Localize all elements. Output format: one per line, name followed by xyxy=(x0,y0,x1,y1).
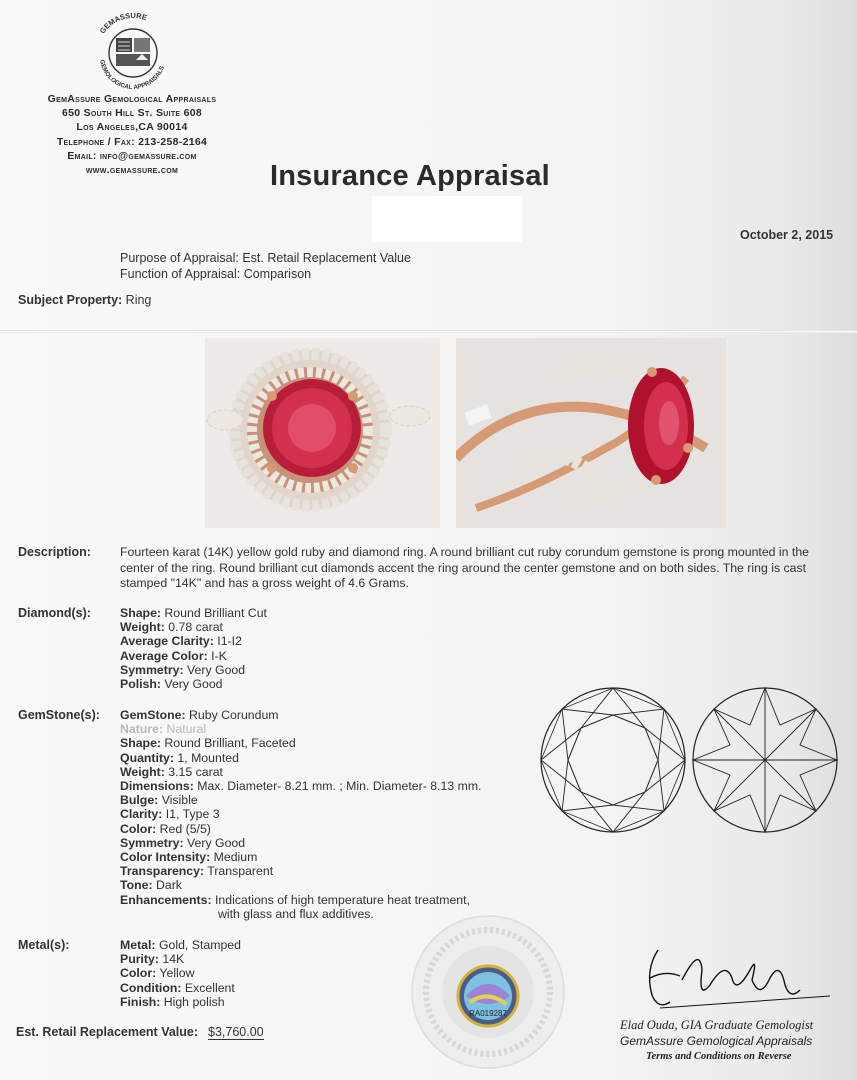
field-value: I1, Type 3 xyxy=(165,807,220,822)
field-key: Clarity: xyxy=(120,807,163,822)
purpose-value: Est. Retail Replacement Value xyxy=(242,251,411,265)
field-key: Tone: xyxy=(120,878,153,893)
metal-row xyxy=(120,952,241,966)
function-label: Function of Appraisal: xyxy=(120,267,241,281)
function-value: Comparison xyxy=(243,267,312,281)
field-value: 3.15 carat xyxy=(168,764,223,779)
gemstone-row xyxy=(120,850,481,864)
field-value: 14K xyxy=(162,952,185,967)
svg-text:GEMOLOGICAL APPRAISALS: GEMOLOGICAL APPRAISALS xyxy=(98,59,167,92)
gemstone-row xyxy=(120,751,481,765)
company-name: GemAssure Gemological Appraisals xyxy=(47,93,217,105)
pavilion-facet-diagram xyxy=(690,685,840,835)
estimate-label: Est. Retail Replacement Value: xyxy=(16,1025,199,1039)
field-value: Dark xyxy=(155,878,182,893)
field-key: GemStone: xyxy=(120,708,186,722)
field-value: Very Good xyxy=(164,677,223,692)
field-key: Shape: xyxy=(120,736,161,751)
page-title: Insurance Appraisal xyxy=(270,160,550,192)
metal-row xyxy=(120,995,241,1009)
paper-fold xyxy=(0,330,857,333)
field-key: Finish: xyxy=(120,994,161,1009)
diamond-row xyxy=(120,649,267,663)
field-value: with glass and flux additives. xyxy=(218,906,374,921)
diamond-row xyxy=(120,634,267,648)
terms-note: Terms and Conditions on Reverse xyxy=(646,1051,792,1062)
diamonds-details xyxy=(120,606,267,691)
gemstone-row xyxy=(120,722,481,736)
description-text: Fourteen karat (14K) yellow gold ruby and diamond ring. A round brilliant cut ruby corundum gemstone is prong mounted in the center of the ring. Round brilliant cut diamonds accent the ring around the center gemstone and on both sides. The ring is cast stamped "14K" and has a gross weight of 4.6 Grams. xyxy=(120,545,810,590)
field-value: Yellow xyxy=(159,966,195,981)
field-key: Transparency: xyxy=(120,864,205,879)
appraisal-date: October 2, 2015 xyxy=(740,228,834,242)
company-address-block xyxy=(12,92,252,177)
diamond-row xyxy=(120,677,267,691)
field-key: Symmetry: xyxy=(120,835,184,850)
metal-row xyxy=(120,966,241,980)
field-key: Average Color: xyxy=(120,648,208,663)
field-value: 0.78 carat xyxy=(168,620,223,635)
field-key: Weight: xyxy=(120,620,165,635)
field-value: I1-I2 xyxy=(217,634,242,649)
field-key: Color: xyxy=(120,821,157,836)
field-key: Purity: xyxy=(120,952,159,967)
gemstone-row xyxy=(120,836,481,850)
gemstone-row xyxy=(120,807,481,821)
subject-value: Ring xyxy=(125,293,152,307)
website-line: www.gemassure.com xyxy=(85,164,179,177)
address-line-1: 650 South Hill St. Suite 608 xyxy=(61,107,203,120)
field-key: Shape: xyxy=(120,606,161,620)
field-key: Weight: xyxy=(120,764,165,779)
metal-row xyxy=(120,938,241,952)
ring-photo-top-view xyxy=(205,338,440,528)
field-key: Nature: xyxy=(120,722,164,737)
gemstone-row xyxy=(120,765,481,779)
field-key: Dimensions: xyxy=(120,779,194,794)
metal-row xyxy=(120,981,241,995)
phone-line: Telephone / Fax: 213-258-2164 xyxy=(56,135,208,148)
field-value: Natural xyxy=(166,722,207,737)
field-key: Enhancements: xyxy=(120,892,212,907)
field-value: I-K xyxy=(211,648,227,663)
subject-property xyxy=(18,293,151,307)
field-value: Excellent xyxy=(184,980,235,995)
gemstone-row xyxy=(120,893,481,907)
diamond-row xyxy=(120,606,267,620)
gemstone-label: GemStone(s): xyxy=(18,708,100,722)
field-key: Bulge: xyxy=(120,793,159,808)
gemstone-row xyxy=(120,864,481,878)
gemassure-logo xyxy=(88,8,178,94)
field-value: Visible xyxy=(161,793,198,808)
svg-text:GEMASSURE: GEMASSURE xyxy=(97,10,149,36)
gemstone-row xyxy=(120,708,481,722)
address-line-2: Los Angeles,CA 90014 xyxy=(76,121,188,134)
field-value: Gold, Stamped xyxy=(158,938,241,952)
field-value: Very Good xyxy=(186,835,246,850)
gemstone-row xyxy=(120,779,481,793)
field-key: Color: xyxy=(120,966,157,981)
field-key: Polish: xyxy=(120,677,161,692)
gemstone-details xyxy=(120,708,481,921)
signer-company: GemAssure Gemological Appraisals xyxy=(620,1034,813,1048)
field-key: Symmetry: xyxy=(120,662,184,677)
estimate-value: $3,760.00 xyxy=(208,1025,264,1039)
redacted-area xyxy=(372,196,522,242)
field-key: Quantity: xyxy=(120,750,174,765)
subject-label: Subject Property: xyxy=(18,293,123,307)
field-key: Average Clarity: xyxy=(120,634,214,649)
diamond-row xyxy=(120,620,267,634)
field-key: Metal: xyxy=(120,938,156,952)
field-value: Red (5/5) xyxy=(159,821,211,836)
field-value: Ruby Corundum xyxy=(189,708,279,722)
gemstone-row xyxy=(120,878,481,892)
gemstone-row xyxy=(120,736,481,750)
purpose-label: Purpose of Appraisal: xyxy=(120,251,239,265)
field-value: Round Brilliant, Faceted xyxy=(164,736,296,751)
gemstone-row xyxy=(120,793,481,807)
email-line: Email: info@gemassure.com xyxy=(67,149,197,162)
purpose-block xyxy=(120,250,411,282)
field-key: Color Intensity: xyxy=(120,850,211,865)
field-value: Indications of high temperature heat treatment, xyxy=(215,892,470,907)
field-value: 1, Mounted xyxy=(177,750,239,765)
handwritten-signature xyxy=(640,940,840,1015)
field-value: Medium xyxy=(213,850,258,865)
signer-name: Elad Ouda, GIA Graduate Gemologist xyxy=(620,1018,814,1032)
ring-photo-side-view xyxy=(456,338,726,528)
field-value: High polish xyxy=(163,994,225,1009)
description-label: Description: xyxy=(18,545,91,559)
metal-label: Metal(s): xyxy=(18,938,70,952)
diamonds-label: Diamond(s): xyxy=(18,606,91,620)
field-value: Transparent xyxy=(207,864,274,879)
field-value: Max. Diameter- 8.21 mm. ; Min. Diameter- 8.13 mm. xyxy=(197,779,482,794)
metal-details xyxy=(120,938,241,1009)
crown-facet-diagram xyxy=(538,685,688,835)
field-value: Round Brilliant Cut xyxy=(164,606,267,620)
diamond-row xyxy=(120,663,267,677)
holographic-seal xyxy=(400,912,570,1072)
gemstone-row xyxy=(120,822,481,836)
field-value: Very Good xyxy=(186,662,246,677)
seal-code: RA019287 xyxy=(469,1009,507,1018)
field-key: Condition: xyxy=(120,980,182,995)
